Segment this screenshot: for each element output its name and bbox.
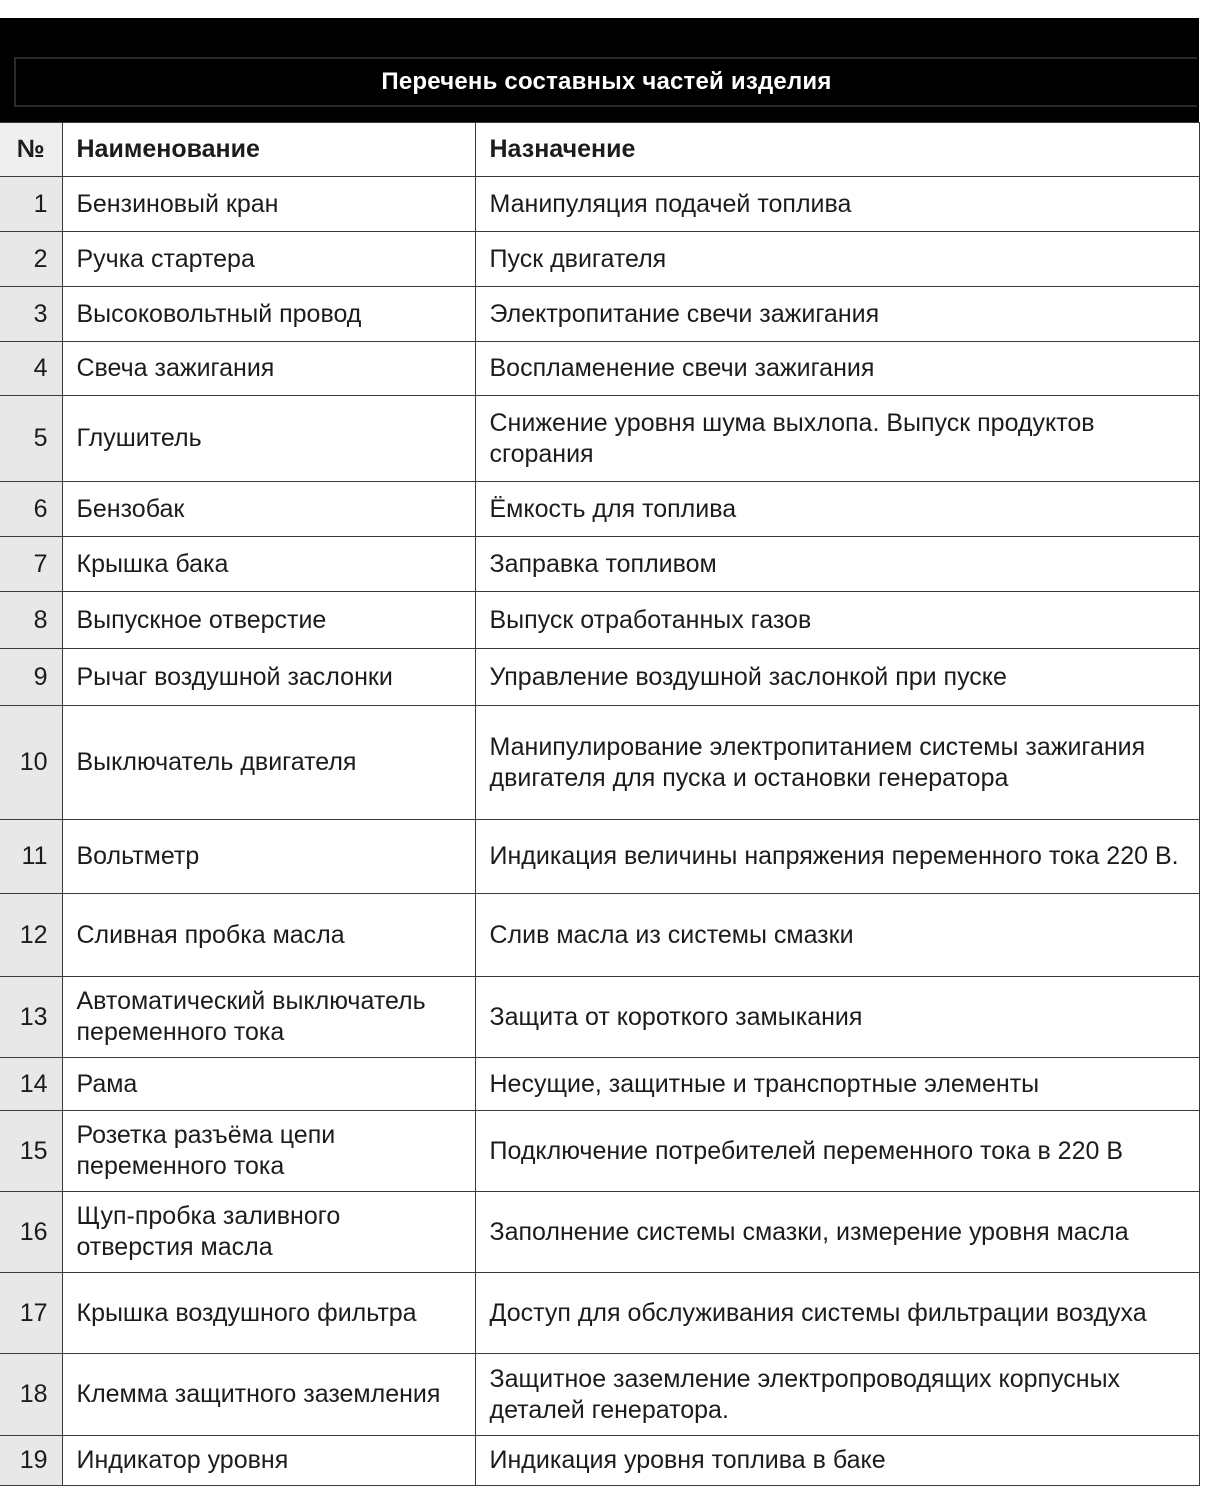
table-row bbox=[0, 482, 1199, 537]
part-purpose: Защита от короткого замыкания bbox=[475, 977, 1199, 1058]
part-name: Индикатор уровня bbox=[62, 1436, 475, 1486]
part-name: Вольтметр bbox=[62, 820, 475, 894]
part-purpose: Подключение потребителей переменного тока в 220 В bbox=[475, 1111, 1199, 1192]
part-purpose: Слив масла из системы смазки bbox=[475, 894, 1199, 977]
part-name: Выключатель двигателя bbox=[62, 706, 475, 820]
part-purpose: Несущие, защитные и транспортные элементы bbox=[475, 1058, 1199, 1111]
part-purpose: Доступ для обслуживания системы фильтрации воздуха bbox=[475, 1273, 1199, 1354]
row-number: 13 bbox=[0, 977, 62, 1058]
part-name: Розетка разъёма цепи переменного тока bbox=[62, 1111, 475, 1192]
row-number: 3 bbox=[0, 287, 62, 342]
table-row bbox=[0, 592, 1199, 649]
header-row bbox=[0, 123, 1199, 177]
table-row bbox=[0, 342, 1199, 396]
part-purpose: Выпуск отработанных газов bbox=[475, 592, 1199, 649]
part-name: Высоковольтный провод bbox=[62, 287, 475, 342]
part-name: Бензиновый кран bbox=[62, 177, 475, 232]
row-number: 18 bbox=[0, 1354, 62, 1436]
part-purpose: Пуск двигателя bbox=[475, 232, 1199, 287]
row-number: 12 bbox=[0, 894, 62, 977]
table-row bbox=[0, 1354, 1199, 1436]
part-purpose: Индикация уровня топлива в баке bbox=[475, 1436, 1199, 1486]
part-purpose: Управление воздушной заслонкой при пуске bbox=[475, 649, 1199, 706]
table-row bbox=[0, 1436, 1199, 1486]
part-purpose: Индикация величины напряжения переменного тока 220 В. bbox=[475, 820, 1199, 894]
table-row bbox=[0, 820, 1199, 894]
table-row bbox=[0, 396, 1199, 482]
table-row bbox=[0, 1192, 1199, 1273]
table-row bbox=[0, 649, 1199, 706]
part-name: Сливная пробка масла bbox=[62, 894, 475, 977]
row-number: 17 bbox=[0, 1273, 62, 1354]
table-row bbox=[0, 287, 1199, 342]
part-name: Клемма защитного заземления bbox=[62, 1354, 475, 1436]
header-name: Наименование bbox=[62, 123, 475, 177]
part-purpose: Манипулирование электропитанием системы зажигания двигателя для пуска и остановки генератора bbox=[475, 706, 1199, 820]
part-name: Крышка воздушного фильтра bbox=[62, 1273, 475, 1354]
table-row bbox=[0, 1111, 1199, 1192]
part-purpose: Снижение уровня шума выхлопа. Выпуск продуктов сгорания bbox=[475, 396, 1199, 482]
row-number: 14 bbox=[0, 1058, 62, 1111]
row-number: 1 bbox=[0, 177, 62, 232]
header-number: № bbox=[0, 123, 62, 177]
row-number: 11 bbox=[0, 820, 62, 894]
row-number: 15 bbox=[0, 1111, 62, 1192]
row-number: 5 bbox=[0, 396, 62, 482]
table-row bbox=[0, 177, 1199, 232]
title-banner bbox=[0, 18, 1199, 122]
table-title: Перечень составных частей изделия bbox=[381, 68, 832, 95]
part-purpose: Электропитание свечи зажигания bbox=[475, 287, 1199, 342]
table-row bbox=[0, 537, 1199, 592]
part-purpose: Защитное заземление электропроводящих корпусных деталей генератора. bbox=[475, 1354, 1199, 1436]
row-number: 19 bbox=[0, 1436, 62, 1486]
row-number: 6 bbox=[0, 482, 62, 537]
parts-table bbox=[0, 122, 1200, 1486]
header-purpose: Назначение bbox=[475, 123, 1199, 177]
row-number: 4 bbox=[0, 342, 62, 396]
row-number: 8 bbox=[0, 592, 62, 649]
table-row bbox=[0, 977, 1199, 1058]
parts-list-document bbox=[0, 18, 1199, 1486]
part-name: Бензобак bbox=[62, 482, 475, 537]
table-row bbox=[0, 894, 1199, 977]
part-name: Свеча зажигания bbox=[62, 342, 475, 396]
row-number: 16 bbox=[0, 1192, 62, 1273]
part-name: Глушитель bbox=[62, 396, 475, 482]
row-number: 10 bbox=[0, 706, 62, 820]
part-purpose: Заполнение системы смазки, измерение уровня масла bbox=[475, 1192, 1199, 1273]
part-name: Рама bbox=[62, 1058, 475, 1111]
part-name: Выпускное отверстие bbox=[62, 592, 475, 649]
part-purpose: Манипуляция подачей топлива bbox=[475, 177, 1199, 232]
table-row bbox=[0, 706, 1199, 820]
part-purpose: Ёмкость для топлива bbox=[475, 482, 1199, 537]
row-number: 9 bbox=[0, 649, 62, 706]
table-row bbox=[0, 1058, 1199, 1111]
part-name: Крышка бака bbox=[62, 537, 475, 592]
part-name: Щуп-пробка заливного отверстия масла bbox=[62, 1192, 475, 1273]
title-frame bbox=[14, 57, 1197, 107]
part-purpose: Воспламенение свечи зажигания bbox=[475, 342, 1199, 396]
part-name: Рычаг воздушной заслонки bbox=[62, 649, 475, 706]
part-name: Автоматический выключатель переменного тока bbox=[62, 977, 475, 1058]
table-row bbox=[0, 232, 1199, 287]
part-name: Ручка стартера bbox=[62, 232, 475, 287]
table-row bbox=[0, 1273, 1199, 1354]
row-number: 7 bbox=[0, 537, 62, 592]
part-purpose: Заправка топливом bbox=[475, 537, 1199, 592]
row-number: 2 bbox=[0, 232, 62, 287]
